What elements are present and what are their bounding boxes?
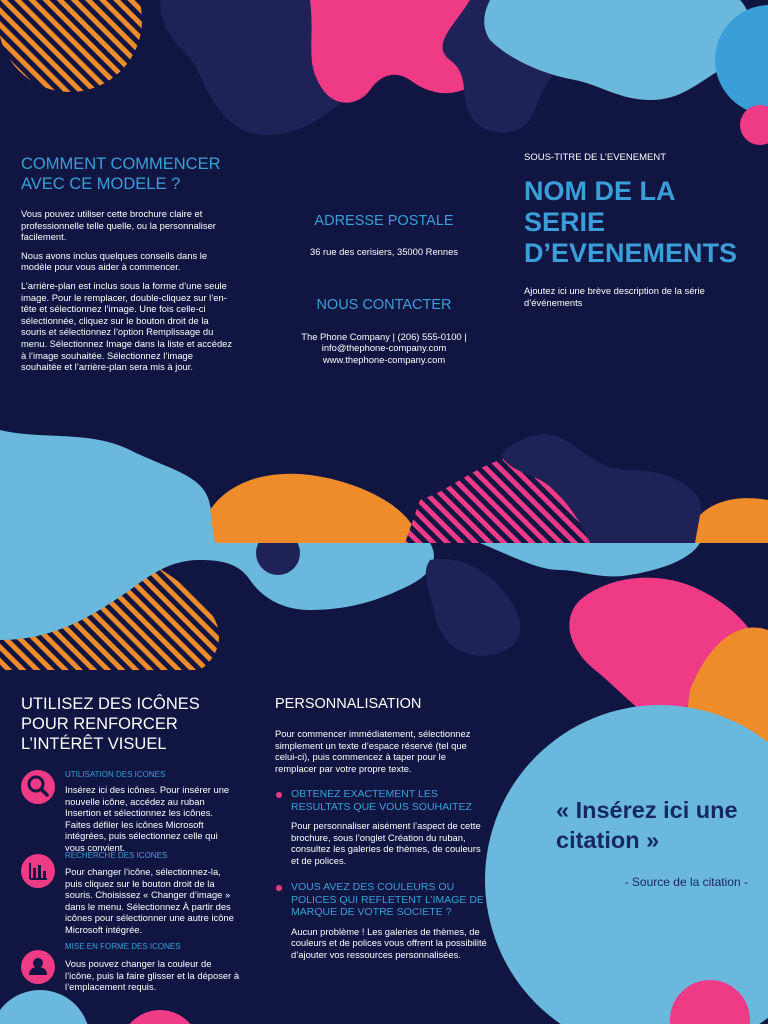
event-subtitle: SOUS-TITRE DE L’EVENEMENT (524, 152, 666, 163)
paragraph: Vous pouvez utiliser cette brochure claire et professionnelle telle quelle, ou la personnaliser facilement. (21, 208, 216, 243)
icon-item-label: MISE EN FORME DES ICONES (65, 942, 181, 951)
contact-website: www.thephone-company.com (322, 353, 446, 365)
icon-item-text: Vous pouvez changer la couleur de l’icône, puis la faire glisser et la déposer à l’emplacement requis. (65, 958, 240, 993)
dark-blob-4 (426, 559, 521, 656)
quote-source: - Source de la citation - (624, 875, 748, 889)
icon-item (65, 770, 240, 861)
pink-dot (740, 105, 768, 145)
light-blue-blob-2 (480, 543, 700, 576)
contact-email: info@thephone-company.com (321, 342, 447, 354)
contact-line: The Phone Company | (206) 555-0100 | (301, 330, 467, 342)
orange-striped-circle (0, 0, 142, 92)
icon-item-text: Pour changer l’icône, sélectionnez-la, puis cliquez sur le bouton droit de la souris. Choisissez « Changer d’image » dans le menu. Sélectionnez À partir des icônes pour sélectionner une autre icône Microsoft intégrée. (65, 866, 234, 935)
personalization-heading: PERSONNALISATION (275, 696, 422, 712)
panel-how-to-start (21, 154, 236, 380)
icon-item (65, 851, 240, 865)
light-blue-blob-bl (0, 430, 230, 543)
how-to-start-heading: COMMENT COMMENCER AVEC CE MODELE ? (21, 155, 221, 193)
bullet-heading: VOUS AVEZ DES COULEURS OU POLICES QUI REFLETENT L’IMAGE DE MARQUE DE VOTRE SOCIETE ? (291, 881, 484, 918)
pink-corner (120, 1010, 200, 1024)
quote-source-wrap (556, 875, 748, 889)
bullet-dot (276, 792, 282, 798)
paragraph: L’arrière-plan est inclus sous la forme d’une seule image. Pour le remplacer, double-cliquez sur l’en-tête et sélectionnez l’image. Une fois celle-ci sélectionnée, cliquez sur le bouton droit de la souris et sélectionnez l’option Remplissage du menu. Sélectionnez Image dans la liste et accédez à l’image souhaitée. Sélectionnez l’image souhaitée et l’arrière-plan sera mis à jour. (21, 279, 233, 373)
panel-icons (21, 694, 236, 754)
bullet-item (291, 881, 491, 967)
quote-circle (485, 705, 768, 1024)
quote-text: « Insérez ici une citation » (556, 797, 738, 853)
event-description: Ajoutez ici une brève description de la série d’événements (524, 285, 705, 308)
icons-heading: UTILISEZ DES ICÔNES POUR RENFORCER L’INTÉRÊT VISUEL (21, 695, 200, 753)
panel-event-cover (524, 152, 754, 315)
icon-item (65, 942, 240, 1000)
icon-item-label: UTILISATION DES ICONES (65, 770, 166, 779)
icon-item-body (21, 866, 236, 943)
orange-blob (210, 474, 420, 543)
icon-item-label: RECHERCHE DES ICONES (65, 851, 168, 860)
bullet-text: Aucun problème ! Les galeries de thèmes, de couleurs et de polices vous offrent la possibilité d’ajouter vos ressources personnalisées. (291, 925, 487, 960)
panel-personalization (275, 694, 487, 781)
orange-blob-2 (695, 498, 768, 543)
paragraph: Nous avons inclus quelques conseils dans le modèle pour vous aider à commencer. (21, 249, 208, 273)
magnifier-icon (21, 770, 55, 804)
bullet-item (291, 788, 491, 873)
postal-address: 36 rue des cerisiers, 35000 Rennes (309, 246, 458, 257)
panel-contact (280, 211, 488, 365)
icon-item-text: Insérez ici des icônes. Pour insérer une nouvelle icône, accédez au ruban Insertion et sélectionnez les icônes. Faites défiler les icônes Microsoft intégrées, puis sélectionnez celle qui vous convient. (65, 784, 230, 853)
person-icon (21, 950, 55, 984)
contact-heading: NOUS CONTACTER (316, 296, 452, 313)
bullet-text: Pour personnaliser aisément l’aspect de cette brochure, sous l’onglet Création du ruban, consultez les galeries de thèmes, de couleurs et de polices. (291, 820, 481, 866)
address-heading: ADRESSE POSTALE (314, 213, 454, 229)
panel-quote (556, 795, 756, 855)
bullet-heading: OBTENEZ EXACTEMENT LES RESULTATS QUE VOUS SOUHAITEZ (291, 788, 472, 813)
event-series-title: NOM DE LA SERIE D’EVENEMENTS (524, 176, 738, 268)
personalization-intro: Pour commencer immédiatement, sélectionnez simplement un texte d’espace réservé (tel que celui-ci), puis commencez à taper pour le remplacer par votre propre texte. (275, 728, 471, 774)
bullet-dot (276, 885, 282, 891)
